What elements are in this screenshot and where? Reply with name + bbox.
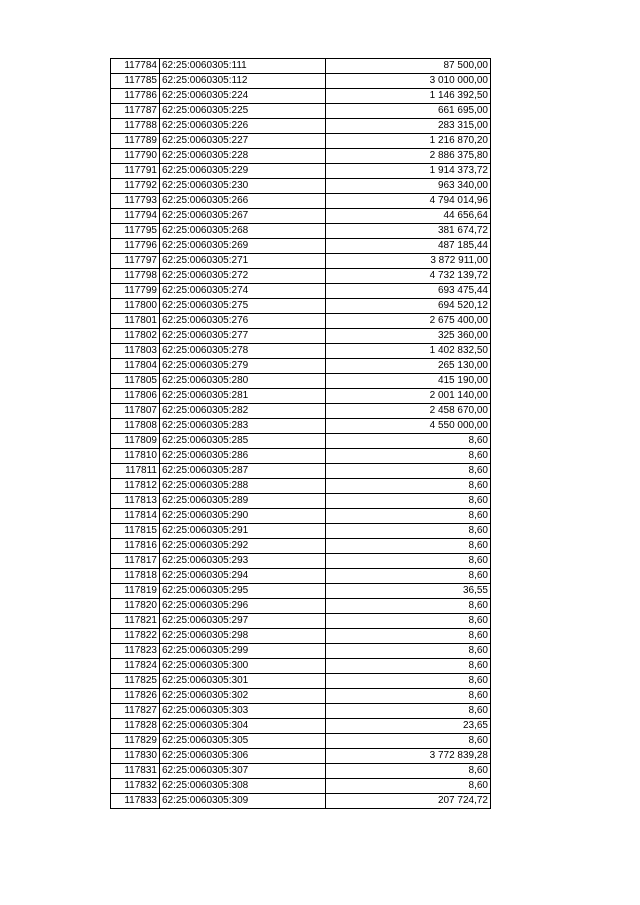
table-row (111, 224, 491, 239)
row-number-cell: 117816 (111, 539, 160, 554)
value-cell: 8,60 (326, 599, 491, 614)
value-cell: 8,60 (326, 509, 491, 524)
cadastral-number-cell: 62:25:0060305:292 (160, 539, 326, 554)
table-row (111, 539, 491, 554)
value-cell: 8,60 (326, 779, 491, 794)
value-cell: 661 695,00 (326, 104, 491, 119)
table-row (111, 704, 491, 719)
value-cell: 8,60 (326, 734, 491, 749)
table-row (111, 644, 491, 659)
row-number-cell: 117797 (111, 254, 160, 269)
row-number-cell: 117798 (111, 269, 160, 284)
cadastral-number-cell: 62:25:0060305:269 (160, 239, 326, 254)
value-cell: 2 458 670,00 (326, 404, 491, 419)
value-cell: 8,60 (326, 524, 491, 539)
value-cell: 8,60 (326, 569, 491, 584)
row-number-cell: 117825 (111, 674, 160, 689)
cadastral-number-cell: 62:25:0060305:278 (160, 344, 326, 359)
row-number-cell: 117806 (111, 389, 160, 404)
row-number-cell: 117814 (111, 509, 160, 524)
row-number-cell: 117807 (111, 404, 160, 419)
table-row (111, 284, 491, 299)
value-cell: 36,55 (326, 584, 491, 599)
row-number-cell: 117819 (111, 584, 160, 599)
cadastral-number-cell: 62:25:0060305:227 (160, 134, 326, 149)
cadastral-number-cell: 62:25:0060305:304 (160, 719, 326, 734)
table-row (111, 794, 491, 809)
table-row (111, 209, 491, 224)
cadastral-number-cell: 62:25:0060305:290 (160, 509, 326, 524)
table-row (111, 599, 491, 614)
value-cell: 4 732 139,72 (326, 269, 491, 284)
table-row (111, 134, 491, 149)
cadastral-number-cell: 62:25:0060305:266 (160, 194, 326, 209)
table-row (111, 344, 491, 359)
cadastral-number-cell: 62:25:0060305:303 (160, 704, 326, 719)
cadastral-number-cell: 62:25:0060305:112 (160, 74, 326, 89)
value-cell: 694 520,12 (326, 299, 491, 314)
value-cell: 23,65 (326, 719, 491, 734)
table-row (111, 584, 491, 599)
row-number-cell: 117795 (111, 224, 160, 239)
cadastral-number-cell: 62:25:0060305:271 (160, 254, 326, 269)
row-number-cell: 117822 (111, 629, 160, 644)
row-number-cell: 117787 (111, 104, 160, 119)
row-number-cell: 117811 (111, 464, 160, 479)
cadastral-number-cell: 62:25:0060305:275 (160, 299, 326, 314)
table-row (111, 89, 491, 104)
table-row (111, 479, 491, 494)
table-row (111, 239, 491, 254)
table-row (111, 779, 491, 794)
value-cell: 8,60 (326, 494, 491, 509)
table-row (111, 749, 491, 764)
cadastral-number-cell: 62:25:0060305:305 (160, 734, 326, 749)
table-row (111, 614, 491, 629)
table-row (111, 719, 491, 734)
table-body (111, 59, 491, 809)
value-cell: 2 675 400,00 (326, 314, 491, 329)
cadastral-number-cell: 62:25:0060305:274 (160, 284, 326, 299)
table-row (111, 629, 491, 644)
row-number-cell: 117810 (111, 449, 160, 464)
cadastral-number-cell: 62:25:0060305:306 (160, 749, 326, 764)
table-row (111, 494, 491, 509)
cadastral-number-cell: 62:25:0060305:279 (160, 359, 326, 374)
cadastral-number-cell: 62:25:0060305:225 (160, 104, 326, 119)
cadastral-number-cell: 62:25:0060305:296 (160, 599, 326, 614)
cadastral-number-cell: 62:25:0060305:224 (160, 89, 326, 104)
value-cell: 693 475,44 (326, 284, 491, 299)
cadastral-number-cell: 62:25:0060305:300 (160, 659, 326, 674)
row-number-cell: 117828 (111, 719, 160, 734)
value-cell: 3 010 000,00 (326, 74, 491, 89)
row-number-cell: 117831 (111, 764, 160, 779)
row-number-cell: 117827 (111, 704, 160, 719)
row-number-cell: 117793 (111, 194, 160, 209)
cadastral-number-cell: 62:25:0060305:282 (160, 404, 326, 419)
cadastral-number-cell: 62:25:0060305:297 (160, 614, 326, 629)
table-row (111, 569, 491, 584)
table-row (111, 254, 491, 269)
row-number-cell: 117799 (111, 284, 160, 299)
table-row (111, 449, 491, 464)
row-number-cell: 117800 (111, 299, 160, 314)
value-cell: 4 794 014,96 (326, 194, 491, 209)
table-row (111, 119, 491, 134)
cadastral-number-cell: 62:25:0060305:289 (160, 494, 326, 509)
cadastral-number-cell: 62:25:0060305:287 (160, 464, 326, 479)
row-number-cell: 117794 (111, 209, 160, 224)
value-cell: 8,60 (326, 554, 491, 569)
table-row (111, 59, 491, 74)
table-row (111, 329, 491, 344)
cadastral-number-cell: 62:25:0060305:226 (160, 119, 326, 134)
table-row (111, 149, 491, 164)
value-cell: 265 130,00 (326, 359, 491, 374)
table-row (111, 389, 491, 404)
value-cell: 87 500,00 (326, 59, 491, 74)
data-table (110, 58, 491, 809)
cadastral-number-cell: 62:25:0060305:286 (160, 449, 326, 464)
table-row (111, 689, 491, 704)
value-cell: 8,60 (326, 464, 491, 479)
cadastral-number-cell: 62:25:0060305:281 (160, 389, 326, 404)
value-cell: 963 340,00 (326, 179, 491, 194)
cadastral-number-cell: 62:25:0060305:302 (160, 689, 326, 704)
cadastral-number-cell: 62:25:0060305:272 (160, 269, 326, 284)
cadastral-number-cell: 62:25:0060305:307 (160, 764, 326, 779)
row-number-cell: 117801 (111, 314, 160, 329)
row-number-cell: 117830 (111, 749, 160, 764)
value-cell: 44 656,64 (326, 209, 491, 224)
row-number-cell: 117832 (111, 779, 160, 794)
cadastral-number-cell: 62:25:0060305:283 (160, 419, 326, 434)
table-row (111, 269, 491, 284)
row-number-cell: 117791 (111, 164, 160, 179)
cadastral-number-cell: 62:25:0060305:309 (160, 794, 326, 809)
cadastral-number-cell: 62:25:0060305:280 (160, 374, 326, 389)
row-number-cell: 117790 (111, 149, 160, 164)
table-row (111, 764, 491, 779)
value-cell: 8,60 (326, 629, 491, 644)
cadastral-number-cell: 62:25:0060305:298 (160, 629, 326, 644)
cadastral-number-cell: 62:25:0060305:308 (160, 779, 326, 794)
value-cell: 8,60 (326, 704, 491, 719)
table-row (111, 359, 491, 374)
cadastral-number-cell: 62:25:0060305:285 (160, 434, 326, 449)
table-row (111, 734, 491, 749)
value-cell: 8,60 (326, 764, 491, 779)
value-cell: 8,60 (326, 689, 491, 704)
value-cell: 3 772 839,28 (326, 749, 491, 764)
cadastral-number-cell: 62:25:0060305:230 (160, 179, 326, 194)
value-cell: 4 550 000,00 (326, 419, 491, 434)
value-cell: 1 216 870,20 (326, 134, 491, 149)
row-number-cell: 117826 (111, 689, 160, 704)
value-cell: 1 146 392,50 (326, 89, 491, 104)
value-cell: 8,60 (326, 479, 491, 494)
row-number-cell: 117796 (111, 239, 160, 254)
table-row (111, 374, 491, 389)
cadastral-number-cell: 62:25:0060305:276 (160, 314, 326, 329)
value-cell: 3 872 911,00 (326, 254, 491, 269)
row-number-cell: 117788 (111, 119, 160, 134)
value-cell: 8,60 (326, 614, 491, 629)
table-row (111, 299, 491, 314)
table-row (111, 509, 491, 524)
row-number-cell: 117808 (111, 419, 160, 434)
table-row (111, 314, 491, 329)
row-number-cell: 117815 (111, 524, 160, 539)
value-cell: 283 315,00 (326, 119, 491, 134)
row-number-cell: 117818 (111, 569, 160, 584)
value-cell: 2 001 140,00 (326, 389, 491, 404)
row-number-cell: 117785 (111, 74, 160, 89)
value-cell: 8,60 (326, 449, 491, 464)
table-row (111, 104, 491, 119)
row-number-cell: 117805 (111, 374, 160, 389)
row-number-cell: 117813 (111, 494, 160, 509)
cadastral-number-cell: 62:25:0060305:268 (160, 224, 326, 239)
table-row (111, 464, 491, 479)
value-cell: 8,60 (326, 539, 491, 554)
cadastral-number-cell: 62:25:0060305:267 (160, 209, 326, 224)
row-number-cell: 117802 (111, 329, 160, 344)
row-number-cell: 117823 (111, 644, 160, 659)
cadastral-number-cell: 62:25:0060305:293 (160, 554, 326, 569)
row-number-cell: 117820 (111, 599, 160, 614)
value-cell: 415 190,00 (326, 374, 491, 389)
row-number-cell: 117786 (111, 89, 160, 104)
cadastral-number-cell: 62:25:0060305:111 (160, 59, 326, 74)
row-number-cell: 117829 (111, 734, 160, 749)
value-cell: 8,60 (326, 674, 491, 689)
value-cell: 487 185,44 (326, 239, 491, 254)
row-number-cell: 117824 (111, 659, 160, 674)
table-row (111, 554, 491, 569)
cadastral-number-cell: 62:25:0060305:301 (160, 674, 326, 689)
row-number-cell: 117804 (111, 359, 160, 374)
table-row (111, 164, 491, 179)
table-row (111, 74, 491, 89)
row-number-cell: 117784 (111, 59, 160, 74)
cadastral-number-cell: 62:25:0060305:294 (160, 569, 326, 584)
value-cell: 207 724,72 (326, 794, 491, 809)
value-cell: 2 886 375,80 (326, 149, 491, 164)
cadastral-number-cell: 62:25:0060305:229 (160, 164, 326, 179)
row-number-cell: 117812 (111, 479, 160, 494)
cadastral-number-cell: 62:25:0060305:277 (160, 329, 326, 344)
cadastral-number-cell: 62:25:0060305:291 (160, 524, 326, 539)
row-number-cell: 117789 (111, 134, 160, 149)
value-cell: 1 402 832,50 (326, 344, 491, 359)
row-number-cell: 117792 (111, 179, 160, 194)
value-cell: 8,60 (326, 434, 491, 449)
table-row (111, 524, 491, 539)
value-cell: 8,60 (326, 659, 491, 674)
value-cell: 381 674,72 (326, 224, 491, 239)
value-cell: 325 360,00 (326, 329, 491, 344)
value-cell: 8,60 (326, 644, 491, 659)
row-number-cell: 117809 (111, 434, 160, 449)
value-cell: 1 914 373,72 (326, 164, 491, 179)
row-number-cell: 117817 (111, 554, 160, 569)
cadastral-number-cell: 62:25:0060305:228 (160, 149, 326, 164)
row-number-cell: 117833 (111, 794, 160, 809)
table-row (111, 434, 491, 449)
table-row (111, 179, 491, 194)
cadastral-number-cell: 62:25:0060305:288 (160, 479, 326, 494)
table-row (111, 419, 491, 434)
table-row (111, 404, 491, 419)
row-number-cell: 117803 (111, 344, 160, 359)
table-row (111, 674, 491, 689)
cadastral-number-cell: 62:25:0060305:295 (160, 584, 326, 599)
table-row (111, 659, 491, 674)
row-number-cell: 117821 (111, 614, 160, 629)
cadastral-number-cell: 62:25:0060305:299 (160, 644, 326, 659)
table-row (111, 194, 491, 209)
